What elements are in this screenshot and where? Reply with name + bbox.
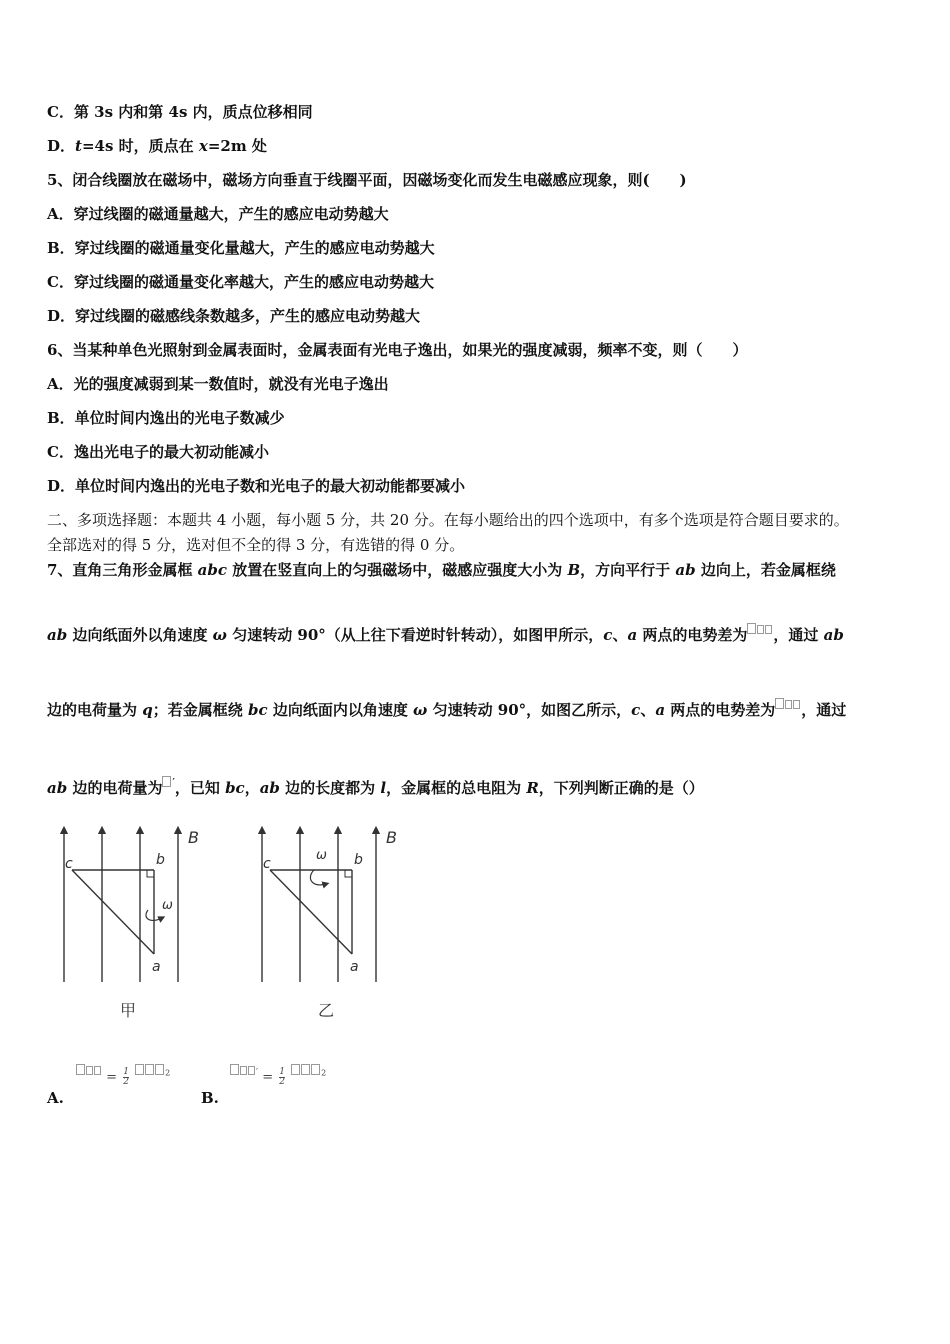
text-run: ，金属框的总电阻为 (386, 779, 527, 797)
label-a: a (350, 959, 359, 975)
missing-glyph-icon (155, 1064, 164, 1075)
exponent: 2 (165, 1068, 171, 1078)
var-ab: ab (47, 779, 68, 797)
text-run: =2m 处 (207, 137, 267, 155)
text-run: 边向纸面内以角速度 (267, 701, 414, 719)
missing-glyph-icon (94, 1066, 101, 1075)
var-ab: ab (823, 626, 844, 644)
question-6: 6、当某种单色光照射到金属表面时，金属表面有光电子逸出，如果光的强度减弱，频率不变，则（ ） (47, 341, 748, 359)
figure-yi-drawing (248, 822, 408, 992)
option-d-q4 (47, 136, 267, 156)
prime-mark: ′ (172, 778, 175, 788)
var-bc: bc (247, 701, 268, 719)
var-ab: ab (47, 626, 68, 644)
figure-caption: 乙 (318, 1001, 335, 1020)
missing-glyph-icon (747, 623, 756, 634)
q5-option-b: B．穿过线圈的磁通量变化量越大，产生的感应电动势越大 (47, 239, 435, 257)
question-5: 5、闭合线圈放在磁场中，磁场方向垂直于线圈平面，因磁场变化而发生电磁感应现象，则( ) (47, 171, 687, 189)
text-run: =4s 时，质点在 (81, 137, 199, 155)
figure-jia-drawing (50, 822, 210, 992)
missing-glyph-icon (793, 700, 800, 709)
text-run: 放置在竖直向上的匀强磁场中，磁感应强度大小为 (227, 561, 568, 579)
missing-glyph-icon (162, 776, 171, 787)
q7-line-3 (47, 698, 846, 720)
label-B: B (386, 828, 397, 847)
text-run: 、 (612, 626, 628, 644)
var-R: R (526, 779, 539, 797)
prime-mark: ′ (256, 1068, 259, 1078)
var-omega: ω (413, 701, 428, 719)
text-run: ， (244, 779, 260, 797)
label-omega: ω (316, 848, 327, 863)
text-run: 7、直角三角形金属框 (47, 561, 198, 579)
q5-option-d: D．穿过线圈的磁感线条数越多，产生的感应电动势越大 (47, 307, 421, 325)
var-ab: ab (675, 561, 696, 579)
var-omega: ω (212, 626, 227, 644)
var-abc: abc (197, 561, 228, 579)
figure-caption: 甲 (120, 1001, 137, 1020)
text-run: ；若金属框绕 (152, 701, 248, 719)
text-run: ，下列判断正确的是（） (538, 779, 704, 797)
missing-glyph-icon (301, 1064, 310, 1075)
text-run: 边的电荷量为 (67, 779, 163, 797)
q6-option-c: C．逸出光电子的最大初动能减小 (47, 443, 269, 461)
fraction-numerator: 1 (123, 1067, 129, 1077)
text-run: 两点的电势差为 (637, 626, 748, 644)
option-a-label[interactable]: A. (47, 1089, 64, 1107)
q6-option-b: B．单位时间内逸出的光电子数减少 (47, 409, 285, 427)
section-2-scoring: 全部选对的得 5 分，选对但不全的得 3 分，有选错的得 0 分。 (47, 536, 465, 554)
figure-yi (248, 822, 408, 1020)
text-run: 边向纸面外以角速度 (67, 626, 213, 644)
missing-glyph-icon (311, 1064, 320, 1075)
option-text: 第 3s 内和第 4s 内，质点位移相同 (73, 103, 313, 121)
missing-glyph-icon (230, 1064, 239, 1075)
q5-option-a: A．穿过线圈的磁通量越大，产生的感应电动势越大 (47, 205, 389, 223)
fraction-half (279, 1068, 285, 1087)
missing-glyph-icon (76, 1064, 85, 1075)
equals-sign: = (106, 1070, 118, 1085)
exponent: 2 (321, 1068, 327, 1078)
var-a: a (655, 701, 666, 719)
option-label: C． (47, 103, 74, 121)
missing-glyph-icon (135, 1064, 144, 1075)
label-c: c (263, 856, 271, 872)
var-B: B (567, 561, 581, 579)
section-2-heading: 二、多项选择题：本题共 4 小题，每小题 5 分，共 20 分。在每小题给出的四个选项中，有多个选项是符合题目要求的。 (47, 511, 849, 529)
q5-option-c: C．穿过线圈的磁通量变化率越大，产生的感应电动势越大 (47, 273, 434, 291)
var-c: c (631, 701, 641, 719)
label-omega: ω (162, 898, 173, 913)
option-c-q4 (47, 102, 313, 122)
text-run: ，通过 (801, 701, 847, 719)
missing-glyph-icon (765, 625, 772, 634)
figure-jia (50, 822, 210, 1020)
text-run: 边的电荷量为 (47, 701, 143, 719)
label-c: c (65, 856, 73, 872)
q6-option-d: D．单位时间内逸出的光电子数和光电子的最大初动能都要减小 (47, 477, 466, 495)
option-a-formula (76, 1064, 170, 1087)
label-B: B (188, 828, 199, 847)
q7-line-1 (47, 560, 836, 580)
text-run: 两点的电势差为 (665, 701, 776, 719)
var-q: q (142, 701, 153, 719)
missing-glyph-icon (291, 1064, 300, 1075)
text-run: 边的长度都为 (279, 779, 381, 797)
text-run: ，已知 (174, 779, 226, 797)
var-x: x (198, 137, 208, 155)
q7-line-2 (47, 623, 844, 645)
text-run: 边向上，若金属框绕 (695, 561, 836, 579)
label-b: b (354, 852, 363, 868)
fraction-half (123, 1068, 129, 1087)
text-run: ，方向平行于 (580, 561, 676, 579)
q7-line-4 (47, 773, 704, 798)
equals-sign: = (262, 1070, 274, 1085)
var-a: a (627, 626, 638, 644)
missing-glyph-icon (785, 700, 792, 709)
missing-glyph-icon (775, 698, 784, 709)
q6-option-a: A．光的强度减弱到某一数值时，就没有光电子逸出 (47, 375, 389, 393)
missing-glyph-icon (145, 1064, 154, 1075)
missing-glyph-icon (240, 1066, 247, 1075)
missing-glyph-icon (248, 1066, 255, 1075)
text-run: 匀速转动 90°，如图乙所示， (427, 701, 632, 719)
fraction-numerator: 1 (279, 1067, 285, 1077)
fraction-denominator: 2 (123, 1077, 129, 1087)
label-a: a (152, 959, 161, 975)
label-b: b (156, 852, 165, 868)
missing-glyph-icon (757, 625, 764, 634)
var-ab: ab (259, 779, 280, 797)
text-run: ，通过 (773, 626, 824, 644)
var-c: c (603, 626, 613, 644)
fraction-denominator: 2 (279, 1077, 285, 1087)
var-bc: bc (225, 779, 245, 797)
var-t: t (75, 137, 82, 155)
var-l: l (380, 779, 387, 797)
option-label: D． (47, 137, 76, 155)
text-run: 、 (640, 701, 656, 719)
missing-glyph-icon (86, 1066, 93, 1075)
text-run: 匀速转动 90°（从上往下看逆时针转动），如图甲所示， (226, 626, 604, 644)
option-b-label[interactable]: B. (201, 1089, 219, 1107)
option-b-formula (230, 1064, 326, 1087)
